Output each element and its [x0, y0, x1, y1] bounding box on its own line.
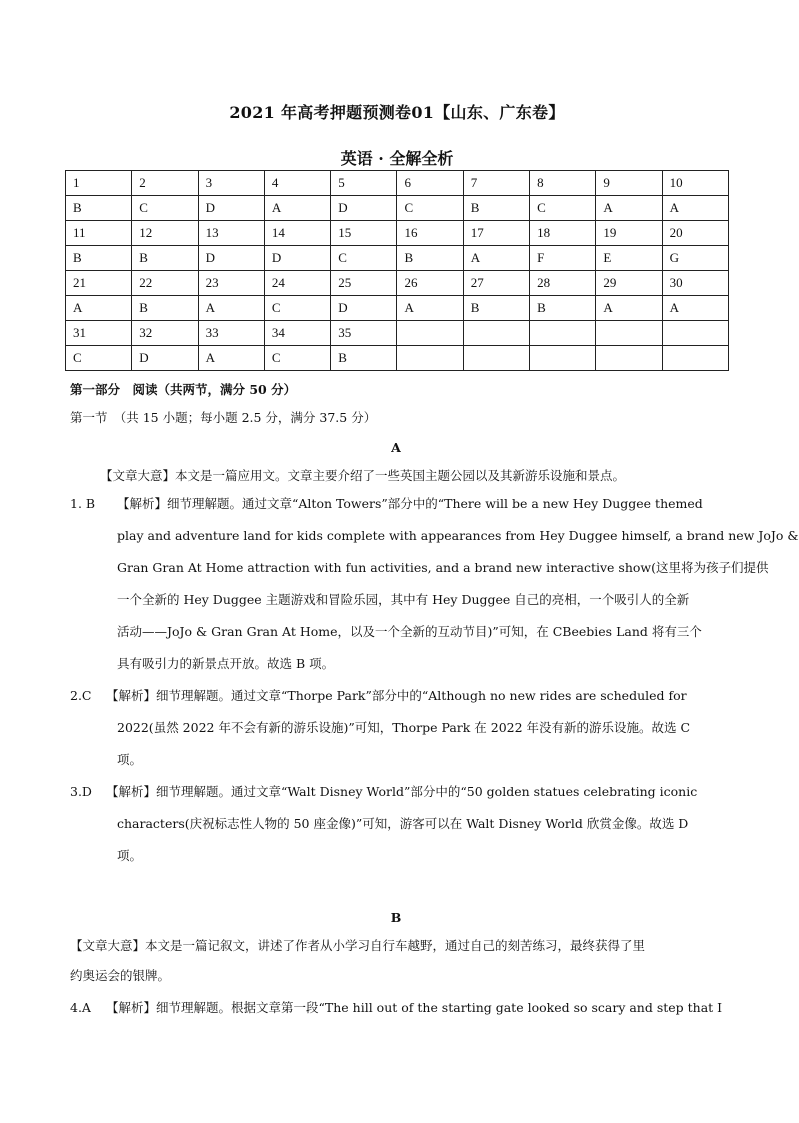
table-cell: 19	[596, 221, 662, 246]
item-3-line-3: 项。	[117, 848, 143, 863]
item-4-line-1: 【解析】细节理解题。根据文章第一段“The hill out of the starting gate looked so scary and step that I	[106, 1000, 723, 1015]
table-cell: 3	[198, 171, 264, 196]
table-cell	[662, 321, 728, 346]
item-2-line-2: 2022(虽然 2022 年不会有新的游乐设施)”可知，Thorpe Park 在 2022 年没有新的游乐设施。故选 C	[117, 720, 691, 735]
table-cell: 6	[397, 171, 463, 196]
table-cell: C	[264, 346, 330, 371]
page-subtitle: 英语 · 全解全析	[340, 149, 454, 168]
table-cell: 21	[66, 271, 132, 296]
table-row	[66, 321, 729, 346]
table-cell: 32	[132, 321, 198, 346]
table-cell: 8	[530, 171, 596, 196]
table-row	[66, 296, 729, 321]
table-row	[66, 246, 729, 271]
table-cell: B	[66, 246, 132, 271]
table-cell: A	[662, 196, 728, 221]
item-1-line-5: 活动——JoJo & Gran Gran At Home，以及一个全新的互动节目)”可知，在 CBeebies Land 将有三个	[117, 624, 702, 639]
table-cell: A	[397, 296, 463, 321]
table-cell: 16	[397, 221, 463, 246]
item-2-line-3: 项。	[117, 752, 143, 767]
item-1-line-3: Gran Gran At Home attraction with fun activities, and a brand new interactive show(这里将为孩子们提供	[117, 560, 769, 575]
table-cell: 28	[530, 271, 596, 296]
table-cell: C	[132, 196, 198, 221]
table-cell: 1	[66, 171, 132, 196]
table-cell: F	[530, 246, 596, 271]
table-cell	[530, 321, 596, 346]
part-heading: 第一部分 阅读（共两节，满分 50 分）	[70, 382, 297, 397]
table-cell: 20	[662, 221, 728, 246]
passage-b-letter: B	[390, 910, 402, 925]
table-cell: A	[66, 296, 132, 321]
table-cell: B	[132, 246, 198, 271]
item-1-line-2: play and adventure land for kids complete with appearances from Hey Duggee himself, a brand new JoJo &	[117, 528, 799, 543]
item-3-label: 3.D	[70, 784, 92, 799]
table-cell	[397, 346, 463, 371]
table-cell: 15	[331, 221, 397, 246]
table-cell: 27	[463, 271, 529, 296]
table-cell	[463, 346, 529, 371]
table-cell: 11	[66, 221, 132, 246]
item-1-line-1: 【解析】细节理解题。通过文章“Alton Towers”部分中的“There will be a new Hey Duggee themed	[117, 496, 703, 511]
table-cell: 14	[264, 221, 330, 246]
item-4-label: 4.A	[70, 1000, 91, 1015]
table-cell: 23	[198, 271, 264, 296]
table-cell: 30	[662, 271, 728, 296]
passage-a-summary: 【文章大意】本文是一篇应用文。文章主要介绍了一些英国主题公园以及其新游乐设施和景点。	[100, 468, 626, 483]
table-cell: 12	[132, 221, 198, 246]
table-cell: 25	[331, 271, 397, 296]
table-cell: B	[397, 246, 463, 271]
answer-table	[65, 170, 729, 371]
passage-b-summary-line-1: 【文章大意】本文是一篇记叙文，讲述了作者从小学习自行车越野，通过自己的刻苦练习，最终获得了里	[70, 938, 646, 953]
table-cell	[530, 346, 596, 371]
table-cell: 24	[264, 271, 330, 296]
table-cell: 31	[66, 321, 132, 346]
table-cell	[463, 321, 529, 346]
table-cell: 17	[463, 221, 529, 246]
table-cell: C	[331, 246, 397, 271]
table-cell: C	[530, 196, 596, 221]
table-cell: 26	[397, 271, 463, 296]
table-cell: C	[66, 346, 132, 371]
item-1-line-6: 具有吸引力的新景点开放。故选 B 项。	[117, 656, 335, 671]
table-cell: 7	[463, 171, 529, 196]
table-row	[66, 271, 729, 296]
table-cell: A	[596, 296, 662, 321]
table-cell	[397, 321, 463, 346]
table-row	[66, 196, 729, 221]
table-cell: D	[132, 346, 198, 371]
table-cell: B	[463, 196, 529, 221]
table-row	[66, 346, 729, 371]
table-cell: A	[264, 196, 330, 221]
item-2-label: 2.C	[70, 688, 92, 703]
table-cell	[662, 346, 728, 371]
table-cell: A	[463, 246, 529, 271]
table-cell: A	[596, 196, 662, 221]
table-cell: G	[662, 246, 728, 271]
table-cell: B	[66, 196, 132, 221]
table-cell: B	[132, 296, 198, 321]
item-2-line-1: 【解析】细节理解题。通过文章“Thorpe Park”部分中的“Although no new rides are scheduled for	[106, 688, 687, 703]
passage-a-letter: A	[391, 440, 401, 455]
table-cell: 4	[264, 171, 330, 196]
item-3-line-1: 【解析】细节理解题。通过文章“Walt Disney World”部分中的“50 golden statues celebrating iconic	[106, 784, 698, 799]
passage-b-summary-line-2: 约奥运会的银牌。	[70, 968, 171, 983]
table-row	[66, 221, 729, 246]
item-1-label: 1. B	[70, 496, 96, 511]
table-cell: 13	[198, 221, 264, 246]
table-cell: A	[198, 346, 264, 371]
table-cell: 35	[331, 321, 397, 346]
section-heading: 第一节 （共 15 小题；每小题 2.5 分，满分 37.5 分）	[70, 410, 377, 425]
table-cell: B	[530, 296, 596, 321]
table-cell: 34	[264, 321, 330, 346]
table-cell: 10	[662, 171, 728, 196]
table-cell: 18	[530, 221, 596, 246]
table-cell: B	[463, 296, 529, 321]
table-cell: D	[198, 196, 264, 221]
table-cell: D	[331, 196, 397, 221]
table-cell: 33	[198, 321, 264, 346]
table-row	[66, 171, 729, 196]
item-1-line-4: 一个全新的 Hey Duggee 主题游戏和冒险乐园，其中有 Hey Duggee 自己的亮相，一个吸引人的全新	[117, 592, 690, 607]
table-cell: B	[331, 346, 397, 371]
page-title: 2021 年高考押题预测卷01【山东、广东卷】	[229, 103, 565, 122]
table-cell: C	[397, 196, 463, 221]
table-cell: D	[198, 246, 264, 271]
table-cell: A	[662, 296, 728, 321]
table-cell: 9	[596, 171, 662, 196]
table-cell: 29	[596, 271, 662, 296]
table-cell: A	[198, 296, 264, 321]
table-cell: D	[264, 246, 330, 271]
table-cell: 2	[132, 171, 198, 196]
table-cell: 22	[132, 271, 198, 296]
table-cell: C	[264, 296, 330, 321]
table-cell	[596, 321, 662, 346]
table-cell: E	[596, 246, 662, 271]
item-3-line-2: characters(庆祝标志性人物的 50 座金像)”可知，游客可以在 Walt Disney World 欣赏金像。故选 D	[117, 816, 689, 831]
table-cell	[596, 346, 662, 371]
table-cell: 5	[331, 171, 397, 196]
table-cell: D	[331, 296, 397, 321]
